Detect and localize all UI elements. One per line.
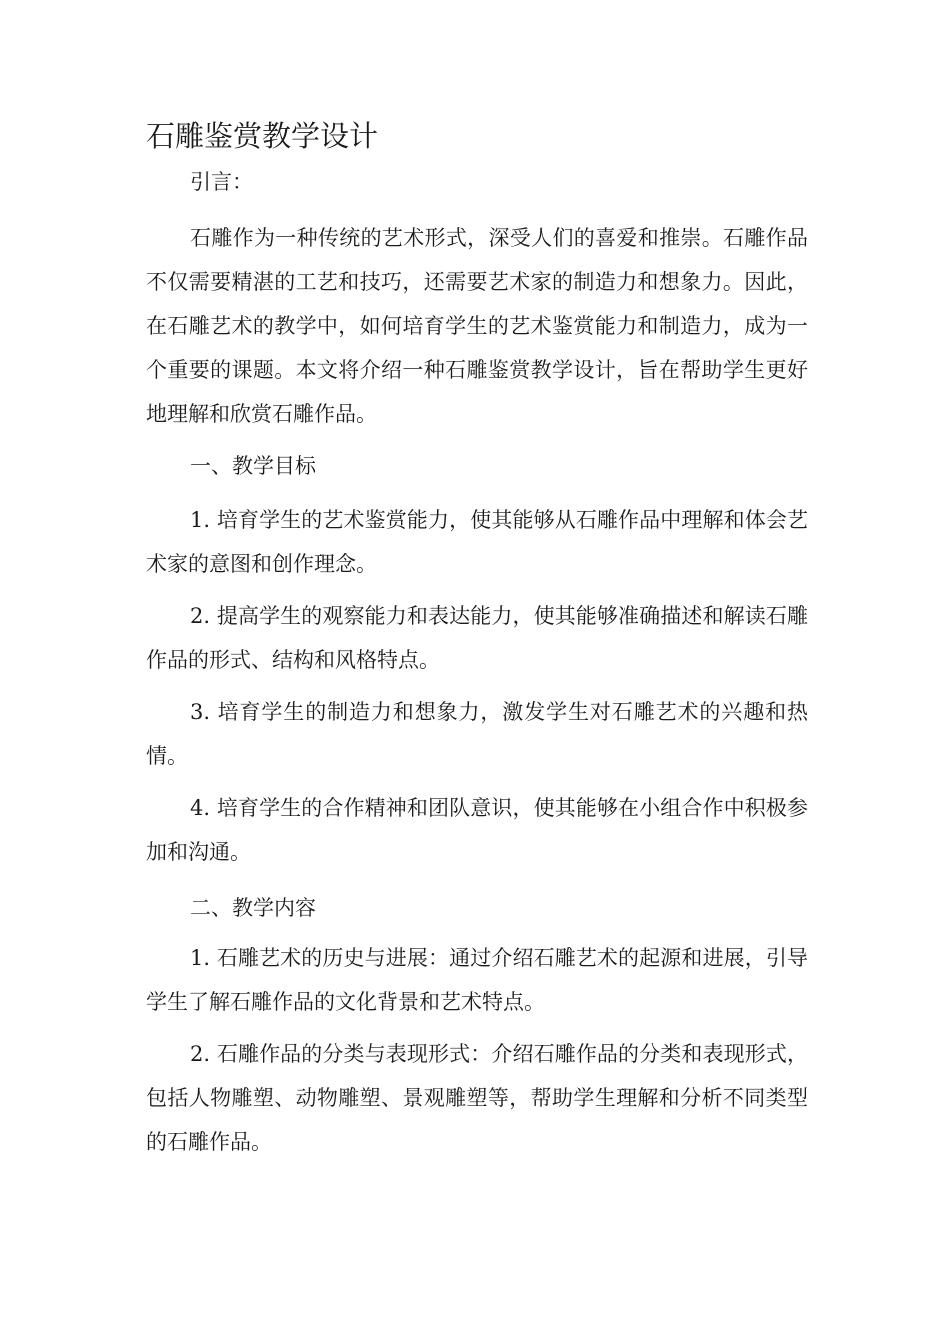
document-title: 石雕鉴赏教学设计 <box>146 119 379 153</box>
goal-item-3: 3. 培育学生的制造力和想象力，激发学生对石雕艺术的兴趣和热情。 <box>146 700 808 768</box>
goal-item-1: 1. 培育学生的艺术鉴赏能力，使其能够从石雕作品中理解和体会艺术家的意图和创作理念。 <box>146 508 808 576</box>
intro-heading: 引言： <box>190 170 253 194</box>
intro-paragraph: 石雕作为一种传统的艺术形式，深受人们的喜爱和推崇。石雕作品不仅需要精湛的工艺和技巧，还需要艺术家的制造力和想象力。因此，在石雕艺术的教学中，如何培育学生的艺术鉴赏能力和制造力，成为一个重要的课题。本文将介绍一种石雕鉴赏教学设计，旨在帮助学生更好地理解和欣赏石雕作品。 <box>146 226 808 426</box>
section-heading-content: 二、教学内容 <box>190 896 316 920</box>
section-heading-goals: 一、教学目标 <box>190 454 316 478</box>
content-item-1: 1. 石雕艺术的历史与进展：通过介绍石雕艺术的起源和进展，引导学生了解石雕作品的文化背景和艺术特点。 <box>146 946 808 1014</box>
goal-item-2: 2. 提高学生的观察能力和表达能力，使其能够准确描述和解读石雕作品的形式、结构和风格特点。 <box>146 604 808 672</box>
content-item-2: 2. 石雕作品的分类与表现形式：介绍石雕作品的分类和表现形式，包括人物雕塑、动物雕塑、景观雕塑等，帮助学生理解和分析不同类型的石雕作品。 <box>146 1042 808 1154</box>
goal-item-4: 4. 培育学生的合作精神和团队意识，使其能够在小组合作中积极参加和沟通。 <box>146 796 808 864</box>
